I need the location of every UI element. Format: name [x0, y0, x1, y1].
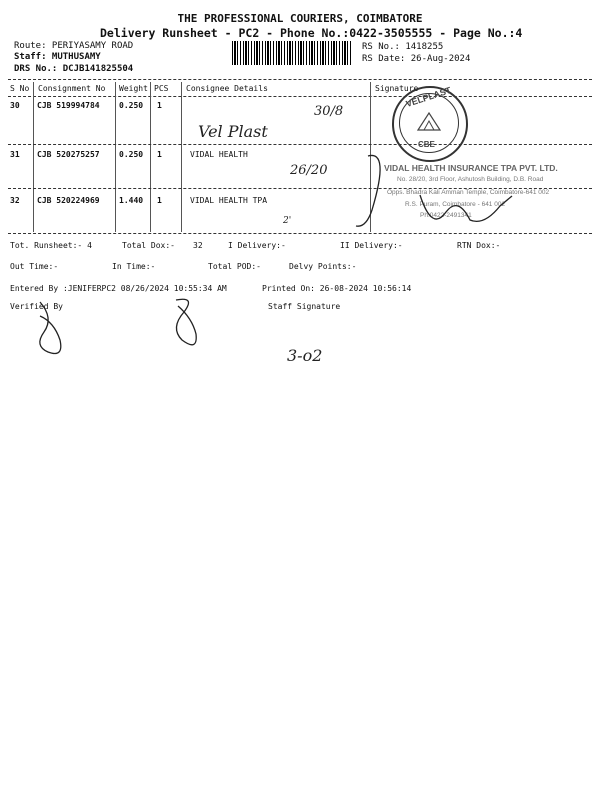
row-weight: 0.250: [119, 150, 144, 159]
row-pcs: 1: [157, 101, 162, 110]
entered-by: Entered By :JENIFERPC2 08/26/2024 10:55:34 AM: [10, 284, 227, 293]
row-consignment: CJB 520224969: [37, 196, 100, 205]
row-weight: 1.440: [119, 196, 144, 205]
total-pod: Total POD:-: [208, 262, 261, 271]
row-pcs: 1: [157, 196, 162, 205]
handwritten-name: Vel Plast: [198, 122, 268, 141]
tot-runsheet: Tot. Runsheet:- 4: [10, 241, 92, 250]
vidal-stamp-line4: R.S. Puram, Coimbatore - 641 002: [405, 201, 506, 208]
row-consignee: VIDAL HEALTH TPA: [190, 196, 268, 205]
row-pcs: 1: [157, 150, 162, 159]
company-name: THE PROFESSIONAL COURIERS, COIMBATORE: [177, 12, 423, 25]
handwritten-stroke: [420, 195, 512, 221]
printed-on: Printed On: 26-08-2024 10:56:14: [262, 284, 412, 293]
col-consignee: Consignee Details: [186, 84, 268, 93]
drs-number: DRS No.: DCJB141825504: [14, 64, 134, 74]
handwritten-note: 3-o2: [287, 346, 323, 365]
staff-signature: [176, 299, 196, 345]
handwritten-date: 26/20: [290, 163, 328, 178]
staff-signature-label: Staff Signature: [268, 302, 341, 311]
staff: Staff: MUTHUSAMY: [14, 52, 101, 62]
verified-by-signature: [40, 302, 61, 354]
i-delivery: I Delivery:-: [228, 241, 286, 250]
row-consignment: CJB 519994784: [37, 101, 100, 110]
col-sno: S No: [10, 84, 30, 93]
total-dox-value: 32: [193, 241, 203, 250]
handwritten-date: 30/8: [314, 104, 344, 119]
row-consignee: VIDAL HEALTH: [190, 150, 248, 159]
rtn-dox: RTN Dox:-: [457, 241, 501, 250]
col-pcs: PCS: [154, 84, 169, 93]
col-consignment: Consignment No: [38, 84, 106, 93]
ii-delivery: II Delivery:-: [340, 241, 403, 250]
row-weight: 0.250: [119, 101, 144, 110]
handwritten-stroke: [356, 155, 380, 226]
row-consignment: CJB 520275257: [37, 150, 100, 159]
velplast-stamp-bottom: CBE: [418, 140, 435, 149]
vidal-stamp-line1: VIDAL HEALTH INSURANCE TPA PVT. LTD.: [384, 163, 558, 173]
in-time: In Time:-: [112, 262, 156, 271]
runsheet-title: Delivery Runsheet - PC2 - Phone No.:0422-3505555 - Page No.:4: [100, 26, 523, 40]
verified-by-label: Verified By: [10, 302, 63, 311]
vidal-stamp-line3: Opps. Bhadra Kali Amman Temple, Coimbatore-641 002: [387, 189, 550, 196]
out-time: Out Time:-: [10, 262, 59, 271]
vidal-stamp-line2: No. 28/20, 3rd Floor, Ashutosh Building, D.B. Road: [397, 176, 544, 183]
row-sno: 31: [10, 150, 20, 159]
handwritten-mark: 2': [283, 216, 292, 226]
vidal-stamp-line5: Ph:0422-2491341: [420, 212, 472, 219]
delivery-points: Delvy Points:-: [289, 262, 357, 271]
col-signature: Signature: [375, 84, 419, 93]
velplast-stamp-top: VELPLAST: [404, 84, 453, 110]
total-dox-label: Total Dox:-: [122, 241, 175, 250]
route: Route: PERIYASAMY ROAD: [14, 41, 134, 51]
row-sno: 32: [10, 196, 20, 205]
rs-number: RS No.: 1418255: [362, 42, 444, 52]
col-weight: Weight: [119, 84, 148, 93]
row-sno: 30: [10, 101, 20, 110]
rs-date: RS Date: 26-Aug-2024: [362, 54, 471, 64]
